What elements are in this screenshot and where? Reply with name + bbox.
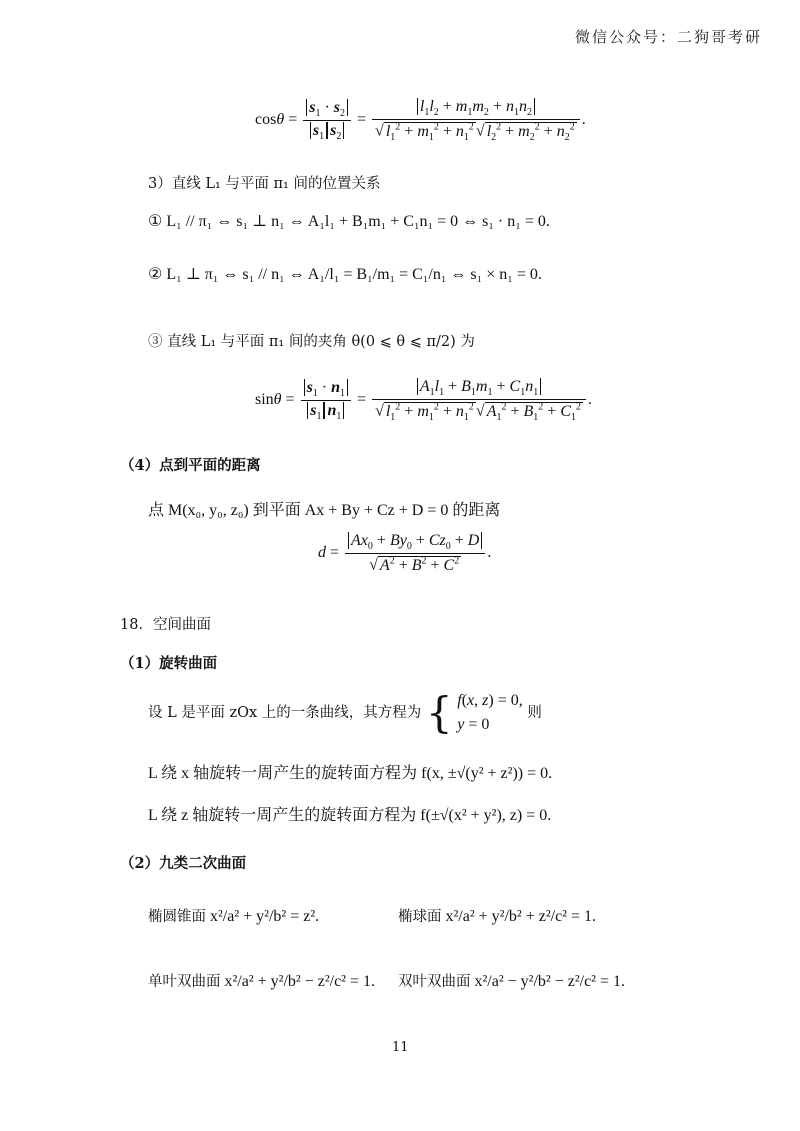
surface-two-sheet-hyperboloid: 双叶双曲面 x²/a² − y²/b² − z²/c² = 1.: [398, 973, 625, 990]
rotation-z-axis: L 绕 z 轴旋转一周产生的旋转面方程为 f(±√(x² + y²), z) = 0.: [148, 807, 552, 824]
rotation-def-prefix: 设 L 是平面 zOx 上的一条曲线，其方程为: [148, 705, 422, 721]
rotation-def-suffix: 则: [527, 705, 542, 721]
section-4-heading: （4）点到平面的距离: [120, 457, 261, 474]
surface-ellipsoid: 椭球面 x²/a² + y²/b² + z²/c² = 1.: [398, 908, 596, 925]
section-18-sub2: （2）九类二次曲面: [120, 855, 247, 872]
page-number: 11: [392, 1040, 409, 1055]
surface-elliptic-cone: 椭圆锥面 x²/a² + y²/b² = z².: [148, 908, 320, 925]
section-18-heading: 18．空间曲面: [120, 617, 211, 633]
formula-distance: d = $\frac{Ax_0 + By_0 + Cz_0 + D}{√ A^2 + B^2 + C^2}$ .: [318, 532, 492, 574]
item-parallel: ① L₁ // π₁ ⇔ s₁ ⊥ n₁ ⇔ A₁l₁ + B₁m₁ + C₁n₁ = 0 ⇔ s₁ · n₁ = 0.: [148, 213, 550, 230]
header-source: 微信公众号：二狗哥考研: [574, 28, 762, 46]
curve-system: f(x, z) = 0, y = 0: [457, 692, 523, 733]
rotation-x-axis: L 绕 x 轴旋转一周产生的旋转面方程为 f(x, ±√(y² + z²)) = 0.: [148, 765, 553, 782]
point-plane-text: 点 M(x₀, y₀, z₀) 到平面 Ax + By + Cz + D = 0 的距离: [148, 502, 501, 519]
item-angle: ③ 直线 L₁ 与平面 π₁ 间的夹角 θ(0 ⩽ θ ⩽ π/2) 为: [148, 334, 475, 350]
surface-one-sheet-hyperboloid: 单叶双曲面 x²/a² + y²/b² − z²/c² = 1.: [148, 973, 375, 990]
rotation-definition: [148, 689, 542, 737]
brace-icon: {: [425, 688, 453, 737]
formula-sin-theta: sinθ = $\frac{s_1 \cdot n_1}{s_1 n_1}$ = $\frac{A_1l_1 + B_1m_1 + C_1n_1}{√ l_1^2 + m_1^2 + n_1^2 √ A_1^2 + B_1^2 + C_1^2}$ .: [255, 378, 592, 423]
formula-cos-theta: cosθ = $\frac{s_1 \cdot s_2}{s_1 s_2}$ = $\frac{l_1l_2 + m_1m_2 + n_1n_2}{√ l_1^2 + m_1^2 + n_1^2 √ l_2^2 + m_2^2 + n_2^2}$ .: [255, 98, 586, 143]
item-perpendicular: ② L₁ ⊥ π₁ ⇔ s₁ // n₁ ⇔ A₁/l₁ = B₁/m₁ = C₁/n₁ ⇔ s₁ × n₁ = 0.: [148, 266, 542, 283]
section-18-sub1: （1）旋转曲面: [120, 655, 218, 672]
section-3-heading: 3）直线 L₁ 与平面 π₁ 间的位置关系: [148, 176, 381, 192]
